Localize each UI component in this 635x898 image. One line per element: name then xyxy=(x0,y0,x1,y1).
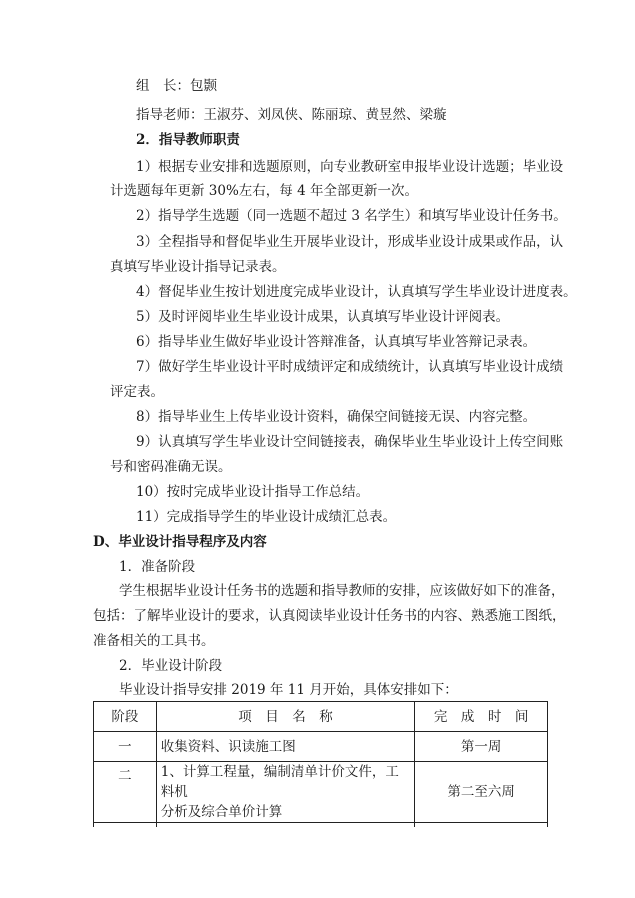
prep-line-3: 准备相关的工具书。 xyxy=(93,633,215,649)
prep-stage-title: 1．准备阶段 xyxy=(119,559,196,575)
design-stage-title: 2．毕业设计阶段 xyxy=(119,658,223,674)
prep-line-1: 学生根据毕业设计任务书的选题和指导教师的安排，应该做好如下的准备， xyxy=(119,583,565,599)
row-1-stage: 一 xyxy=(94,732,157,762)
row-1-time: 第一周 xyxy=(415,732,548,762)
continuation-cell-stage xyxy=(94,823,157,828)
prep-line-2: 包括：了解毕业设计的要求，认真阅读毕业设计任务书的内容、熟悉施工图纸， xyxy=(93,608,566,624)
section-d-heading: D、毕业设计指导程序及内容 xyxy=(93,534,267,550)
table-row-continuation xyxy=(94,823,548,828)
duty-8: 8）指导毕业生上传毕业设计资料，确保空间链接无误、内容完整。 xyxy=(136,409,537,425)
duty-1-line-1: 1）根据专业安排和选题原则，向专业教研室申报毕业设计选题；毕业设 xyxy=(136,159,564,175)
duty-9-line-1: 9）认真填写学生毕业设计空间链接表，确保毕业生毕业设计上传空间账 xyxy=(136,434,564,450)
duty-4: 4）督促毕业生按计划进度完成毕业设计，认真填写学生毕业设计进度表。 xyxy=(136,284,577,300)
row-2-item-line-2: 分析及综合单价计算 xyxy=(160,804,283,820)
continuation-cell-time xyxy=(415,823,548,828)
duty-5: 5）及时评阅毕业生毕业设计成果，认真填写毕业设计评阅表。 xyxy=(136,309,510,325)
header-completion-time: 完 成 时 间 xyxy=(415,702,548,732)
duty-6: 6）指导毕业生做好毕业设计答辩准备，认真填写毕业答辩记录表。 xyxy=(136,334,537,350)
duty-7-line-1: 7）做好学生毕业设计平时成绩评定和成绩统计，认真填写毕业设计成绩 xyxy=(136,359,564,375)
row-2-time: 第二至六周 xyxy=(415,762,548,823)
schedule-intro: 毕业设计指导安排 2019 年 11 月开始，具体安排如下： xyxy=(119,682,458,698)
duty-9-line-2: 号和密码准确无误。 xyxy=(110,459,232,475)
duty-2: 2）指导学生选题（同一选题不超过 3 名学生）和填写毕业设计任务书。 xyxy=(136,208,567,224)
schedule-table xyxy=(93,701,548,827)
duty-10: 10）按时完成毕业设计指导工作总结。 xyxy=(136,484,370,500)
duty-3-line-1: 3）全程指导和督促毕业生开展毕业设计，形成毕业设计成果或作品，认 xyxy=(136,234,564,250)
duties-heading: 2．指导教师职责 xyxy=(136,132,240,148)
table-row xyxy=(94,732,548,762)
row-1-item: 收集资料、识读施工图 xyxy=(156,732,414,762)
duty-7-line-2: 评定表。 xyxy=(110,384,164,400)
continuation-cell-item xyxy=(156,823,414,828)
table-row xyxy=(94,762,548,823)
advisors-line: 指导老师：王淑芬、刘凤侠、陈丽琼、黄昱然、梁璇 xyxy=(136,107,447,123)
duty-3-line-2: 真填写毕业设计指导记录表。 xyxy=(110,259,286,275)
row-2-item-line-1: 1、计算工程量，编制清单计价文件，工料机 xyxy=(160,764,399,800)
header-item-name: 项 目 名 称 xyxy=(156,702,414,732)
duty-1-line-2: 计选题每年更新 30%左右，每 4 年全部更新一次。 xyxy=(110,183,418,199)
row-2-stage: 二 xyxy=(94,762,157,823)
header-stage: 阶段 xyxy=(94,702,157,732)
table-header-row xyxy=(94,702,548,732)
duty-11: 11）完成指导学生的毕业设计成绩汇总表。 xyxy=(136,509,397,525)
row-2-item xyxy=(156,762,414,823)
leader-line: 组 长：包颢 xyxy=(136,78,217,94)
